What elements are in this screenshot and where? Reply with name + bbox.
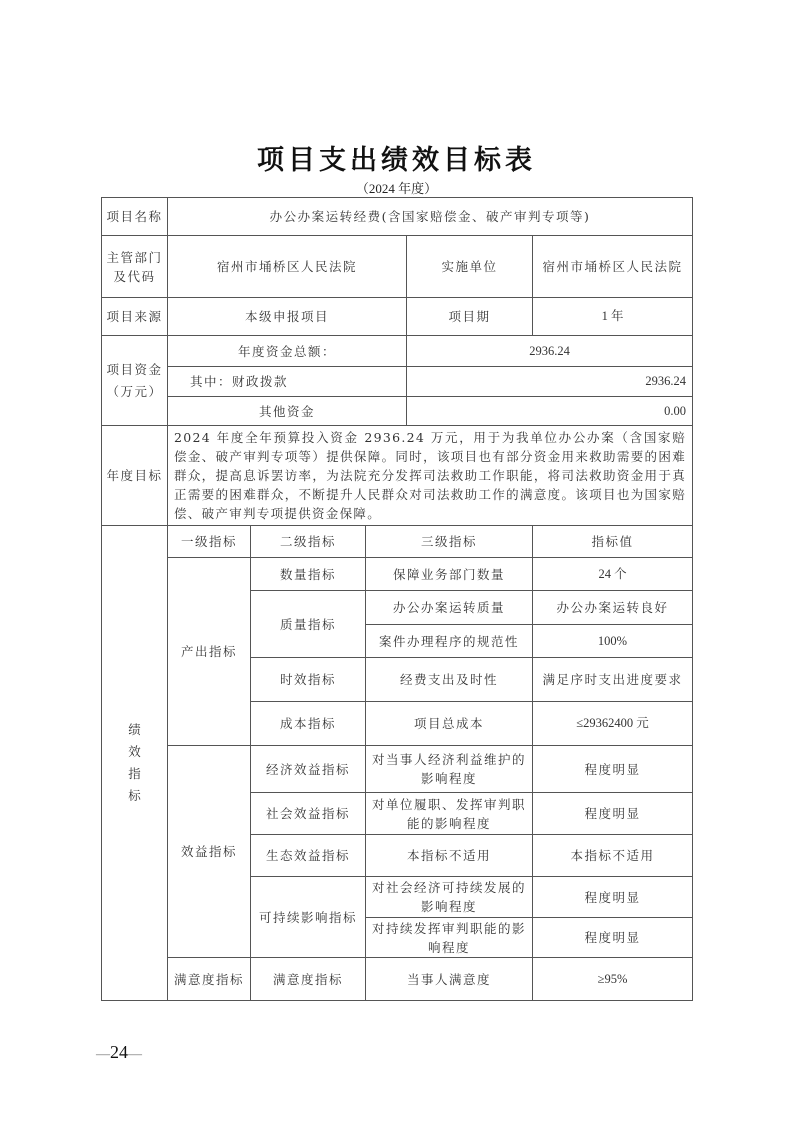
table-row bbox=[102, 958, 693, 1001]
table-row-source bbox=[102, 298, 693, 336]
header-level3: 三级指标 bbox=[366, 526, 533, 558]
level3-cell: 案件办理程序的规范性 bbox=[366, 625, 533, 658]
project-source-value: 本级申报项目 bbox=[168, 298, 407, 336]
document-title: 项目支出绩效目标表 bbox=[257, 145, 536, 176]
level2-cell: 经济效益指标 bbox=[251, 746, 366, 793]
project-period-label: 项目期 bbox=[407, 298, 533, 336]
table-row-funds-other bbox=[102, 397, 693, 426]
level3-cell: 对单位履职、发挥审判职能的影响程度 bbox=[366, 793, 533, 835]
table-row-indicator-header bbox=[102, 526, 693, 558]
value-cell: 办公办案运转良好 bbox=[533, 591, 693, 625]
level3-cell: 办公办案运转质量 bbox=[366, 591, 533, 625]
department-label: 主管部门及代码 bbox=[102, 236, 168, 298]
level2-cell: 满意度指标 bbox=[251, 958, 366, 1001]
implementing-unit-label: 实施单位 bbox=[407, 236, 533, 298]
level3-cell: 经费支出及时性 bbox=[366, 658, 533, 702]
performance-section-label: 绩 效 指 标 bbox=[102, 526, 168, 1001]
value-cell: 程度明显 bbox=[533, 746, 693, 793]
value-cell: 100% bbox=[533, 625, 693, 658]
annual-goal-text: 2024 年度全年预算投入资金 2936.24 万元，用于为我单位办公办案（含国家赔偿金、破产审判专项等）提供保障。同时，该项目也有部分资金用来救助需要的困难群众，提高息诉罢访率，为法院充分发挥司法救助工作职能，将司法救助资金用于真正需要的困难群众，不断提升人民群众对司法救助工作的满意度。该项目也为国家赔偿、破产审判专项提供资金保障。 bbox=[168, 426, 693, 526]
level2-cell: 数量指标 bbox=[251, 558, 366, 591]
funds-total-value: 2936.24 bbox=[407, 336, 693, 367]
department-value: 宿州市埇桥区人民法院 bbox=[168, 236, 407, 298]
benefit-indicator-label: 效益指标 bbox=[168, 746, 251, 958]
header-level2: 二级指标 bbox=[251, 526, 366, 558]
value-cell: 程度明显 bbox=[533, 918, 693, 958]
page-number-value: 24 bbox=[110, 1042, 128, 1062]
level2-cell: 质量指标 bbox=[251, 591, 366, 658]
table-row bbox=[102, 746, 693, 793]
value-cell: ≥95% bbox=[533, 958, 693, 1001]
project-funds-label: 项目资金（万元） bbox=[102, 336, 168, 426]
project-source-label: 项目来源 bbox=[102, 298, 168, 336]
funds-total-label: 年度资金总额： bbox=[168, 336, 407, 367]
level3-cell: 对社会经济可持续发展的影响程度 bbox=[366, 877, 533, 918]
dash-right: — bbox=[128, 1047, 142, 1062]
level3-cell: 项目总成本 bbox=[366, 702, 533, 746]
header-level1: 一级指标 bbox=[168, 526, 251, 558]
level2-cell: 成本指标 bbox=[251, 702, 366, 746]
implementing-unit-value: 宿州市埇桥区人民法院 bbox=[533, 236, 693, 298]
annual-goal-label: 年度目标 bbox=[102, 426, 168, 526]
table-row bbox=[102, 558, 693, 591]
performance-goal-table bbox=[101, 197, 693, 1001]
project-period-value: 1 年 bbox=[533, 298, 693, 336]
dash-left: — bbox=[96, 1047, 110, 1062]
level3-cell: 本指标不适用 bbox=[366, 835, 533, 877]
level3-cell: 保障业务部门数量 bbox=[366, 558, 533, 591]
project-name-value: 办公办案运转经费(含国家赔偿金、破产审判专项等) bbox=[168, 198, 693, 236]
project-name-label: 项目名称 bbox=[102, 198, 168, 236]
level2-cell: 社会效益指标 bbox=[251, 793, 366, 835]
document-subtitle: （2024 年度） bbox=[355, 181, 438, 196]
value-cell: 程度明显 bbox=[533, 793, 693, 835]
level2-cell: 生态效益指标 bbox=[251, 835, 366, 877]
table-row-funds-total bbox=[102, 336, 693, 367]
table-row-department bbox=[102, 236, 693, 298]
funds-other-value: 0.00 bbox=[407, 397, 693, 426]
header-value: 指标值 bbox=[533, 526, 693, 558]
level2-cell: 可持续影响指标 bbox=[251, 877, 366, 958]
table-row-funds-fiscal bbox=[102, 367, 693, 397]
page-number bbox=[96, 1042, 142, 1063]
funds-fiscal-value: 2936.24 bbox=[407, 367, 693, 397]
value-cell: 满足序时支出进度要求 bbox=[533, 658, 693, 702]
funds-fiscal-label: 其中：财政拨款 bbox=[168, 367, 407, 397]
value-cell: 本指标不适用 bbox=[533, 835, 693, 877]
satisfaction-indicator-label: 满意度指标 bbox=[168, 958, 251, 1001]
level3-cell: 当事人满意度 bbox=[366, 958, 533, 1001]
output-indicator-label: 产出指标 bbox=[168, 558, 251, 746]
funds-other-label: 其他资金 bbox=[168, 397, 407, 426]
level3-cell: 对持续发挥审判职能的影响程度 bbox=[366, 918, 533, 958]
value-cell: 24 个 bbox=[533, 558, 693, 591]
level2-cell: 时效指标 bbox=[251, 658, 366, 702]
table-row-project-name bbox=[102, 198, 693, 236]
value-cell: 程度明显 bbox=[533, 877, 693, 918]
value-cell: ≤29362400 元 bbox=[533, 702, 693, 746]
level3-cell: 对当事人经济利益维护的影响程度 bbox=[366, 746, 533, 793]
table-row-annual-goal bbox=[102, 426, 693, 526]
